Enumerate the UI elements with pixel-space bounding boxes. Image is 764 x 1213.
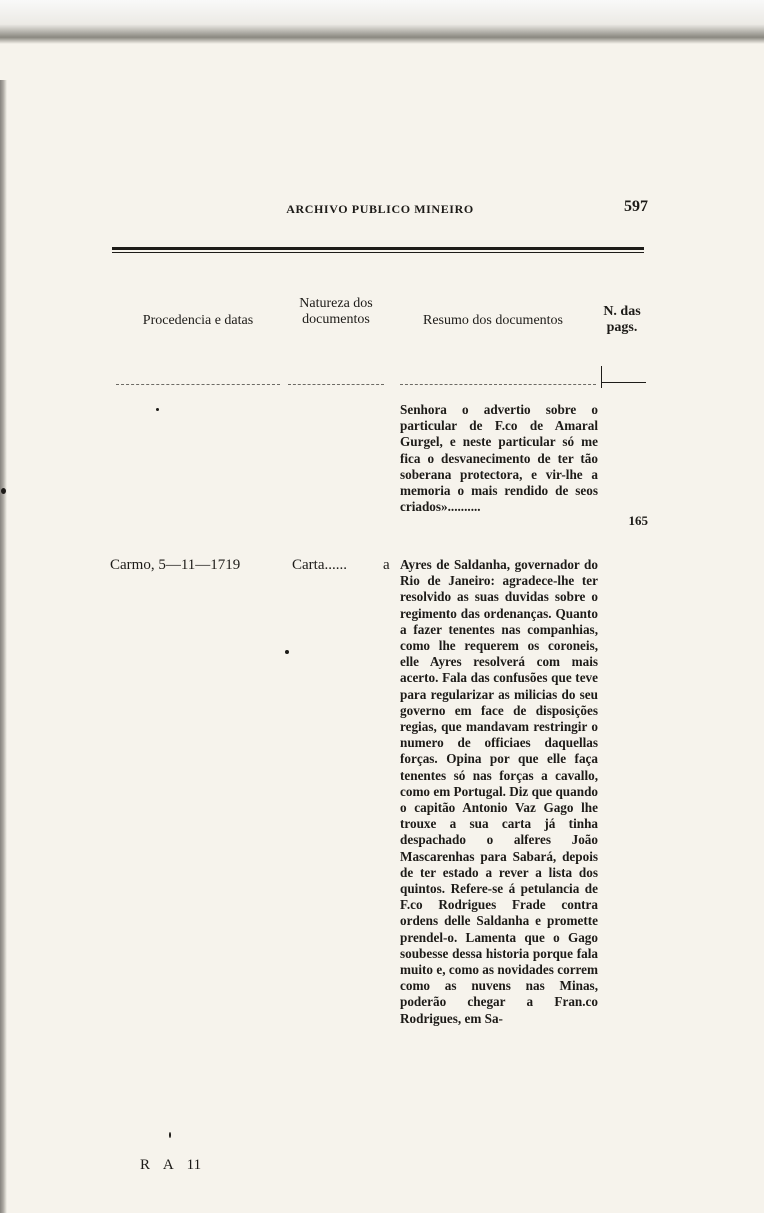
column-divider [288,384,384,386]
entry-natureza: Carta...... [292,557,347,573]
column-divider [601,366,602,388]
scan-edge-left [0,80,7,1213]
entry-letter: a [383,557,390,573]
page-header [112,198,648,222]
signature-mark: R A 11 [140,1157,202,1173]
scan-speck [285,650,289,654]
page-number: 597 [624,198,648,215]
entry-summary: Senhora o advertio sobre o particular de F.co de Amaral Gurgel, e neste particular só me fica o desvanecimento de ter tão soberana protectora, e vir-lhe a memoria o mais rendido de seos criados».......... [400,402,598,515]
column-divider [116,384,280,386]
entry-pages: 165 [628,513,648,528]
scan-edge-top [0,0,764,44]
running-title: ARCHIVO PUBLICO MINEIRO [286,202,474,216]
column-header-resumo: Resumo dos documentos [423,313,563,328]
header-rule-thin [112,252,644,253]
column-header-natureza: Natureza dos documentos [299,296,373,327]
scan-speck [156,408,159,411]
entry-procedencia: Carmo, 5—11—1719 [110,557,241,573]
scan-speck [1,488,6,494]
column-header-procedencia: Procedencia e datas [142,313,254,328]
entry-summary: Ayres de Saldanha, governador do Rio de Janeiro: agradece-lhe ter resolvido as suas duvidas sobre o regimento das ordenanças. Quanto a fazer tenentes nas companhias, como lhe requerem os coroneis, elle Ayres resolverá com mais acerto. Fala das confusões que teve para regularizar as milicias do seu governo em face de disposições regias, que mandavam restringir o numero de officiaes daquellas forças. Opina por que elle faça tenentes só nas forças a cavallo, como em Portugal. Diz que quando o capitão Antonio Vaz Gago lhe trouxe a sua carta já tinha despachado o alferes João Mascarenhas para Sabará, depois de ter estado a rever a lista dos quintos. Refere-se á petulancia de F.co Rodrigues Frade contra ordens delle Saldanha e promette prendel-o. Lamenta que o Gago soubesse dessa historia porque fala muito e, como as novidades correm como as nuvens nas Minas, poderão chegar a Fran.co Rodrigues, em Sa- [400,557,598,1026]
header-rule [112,247,644,250]
column-divider [400,384,596,386]
scan-speck [169,1132,171,1138]
column-header-paginas: N. das pags. [603,304,641,335]
column-divider [602,382,646,383]
